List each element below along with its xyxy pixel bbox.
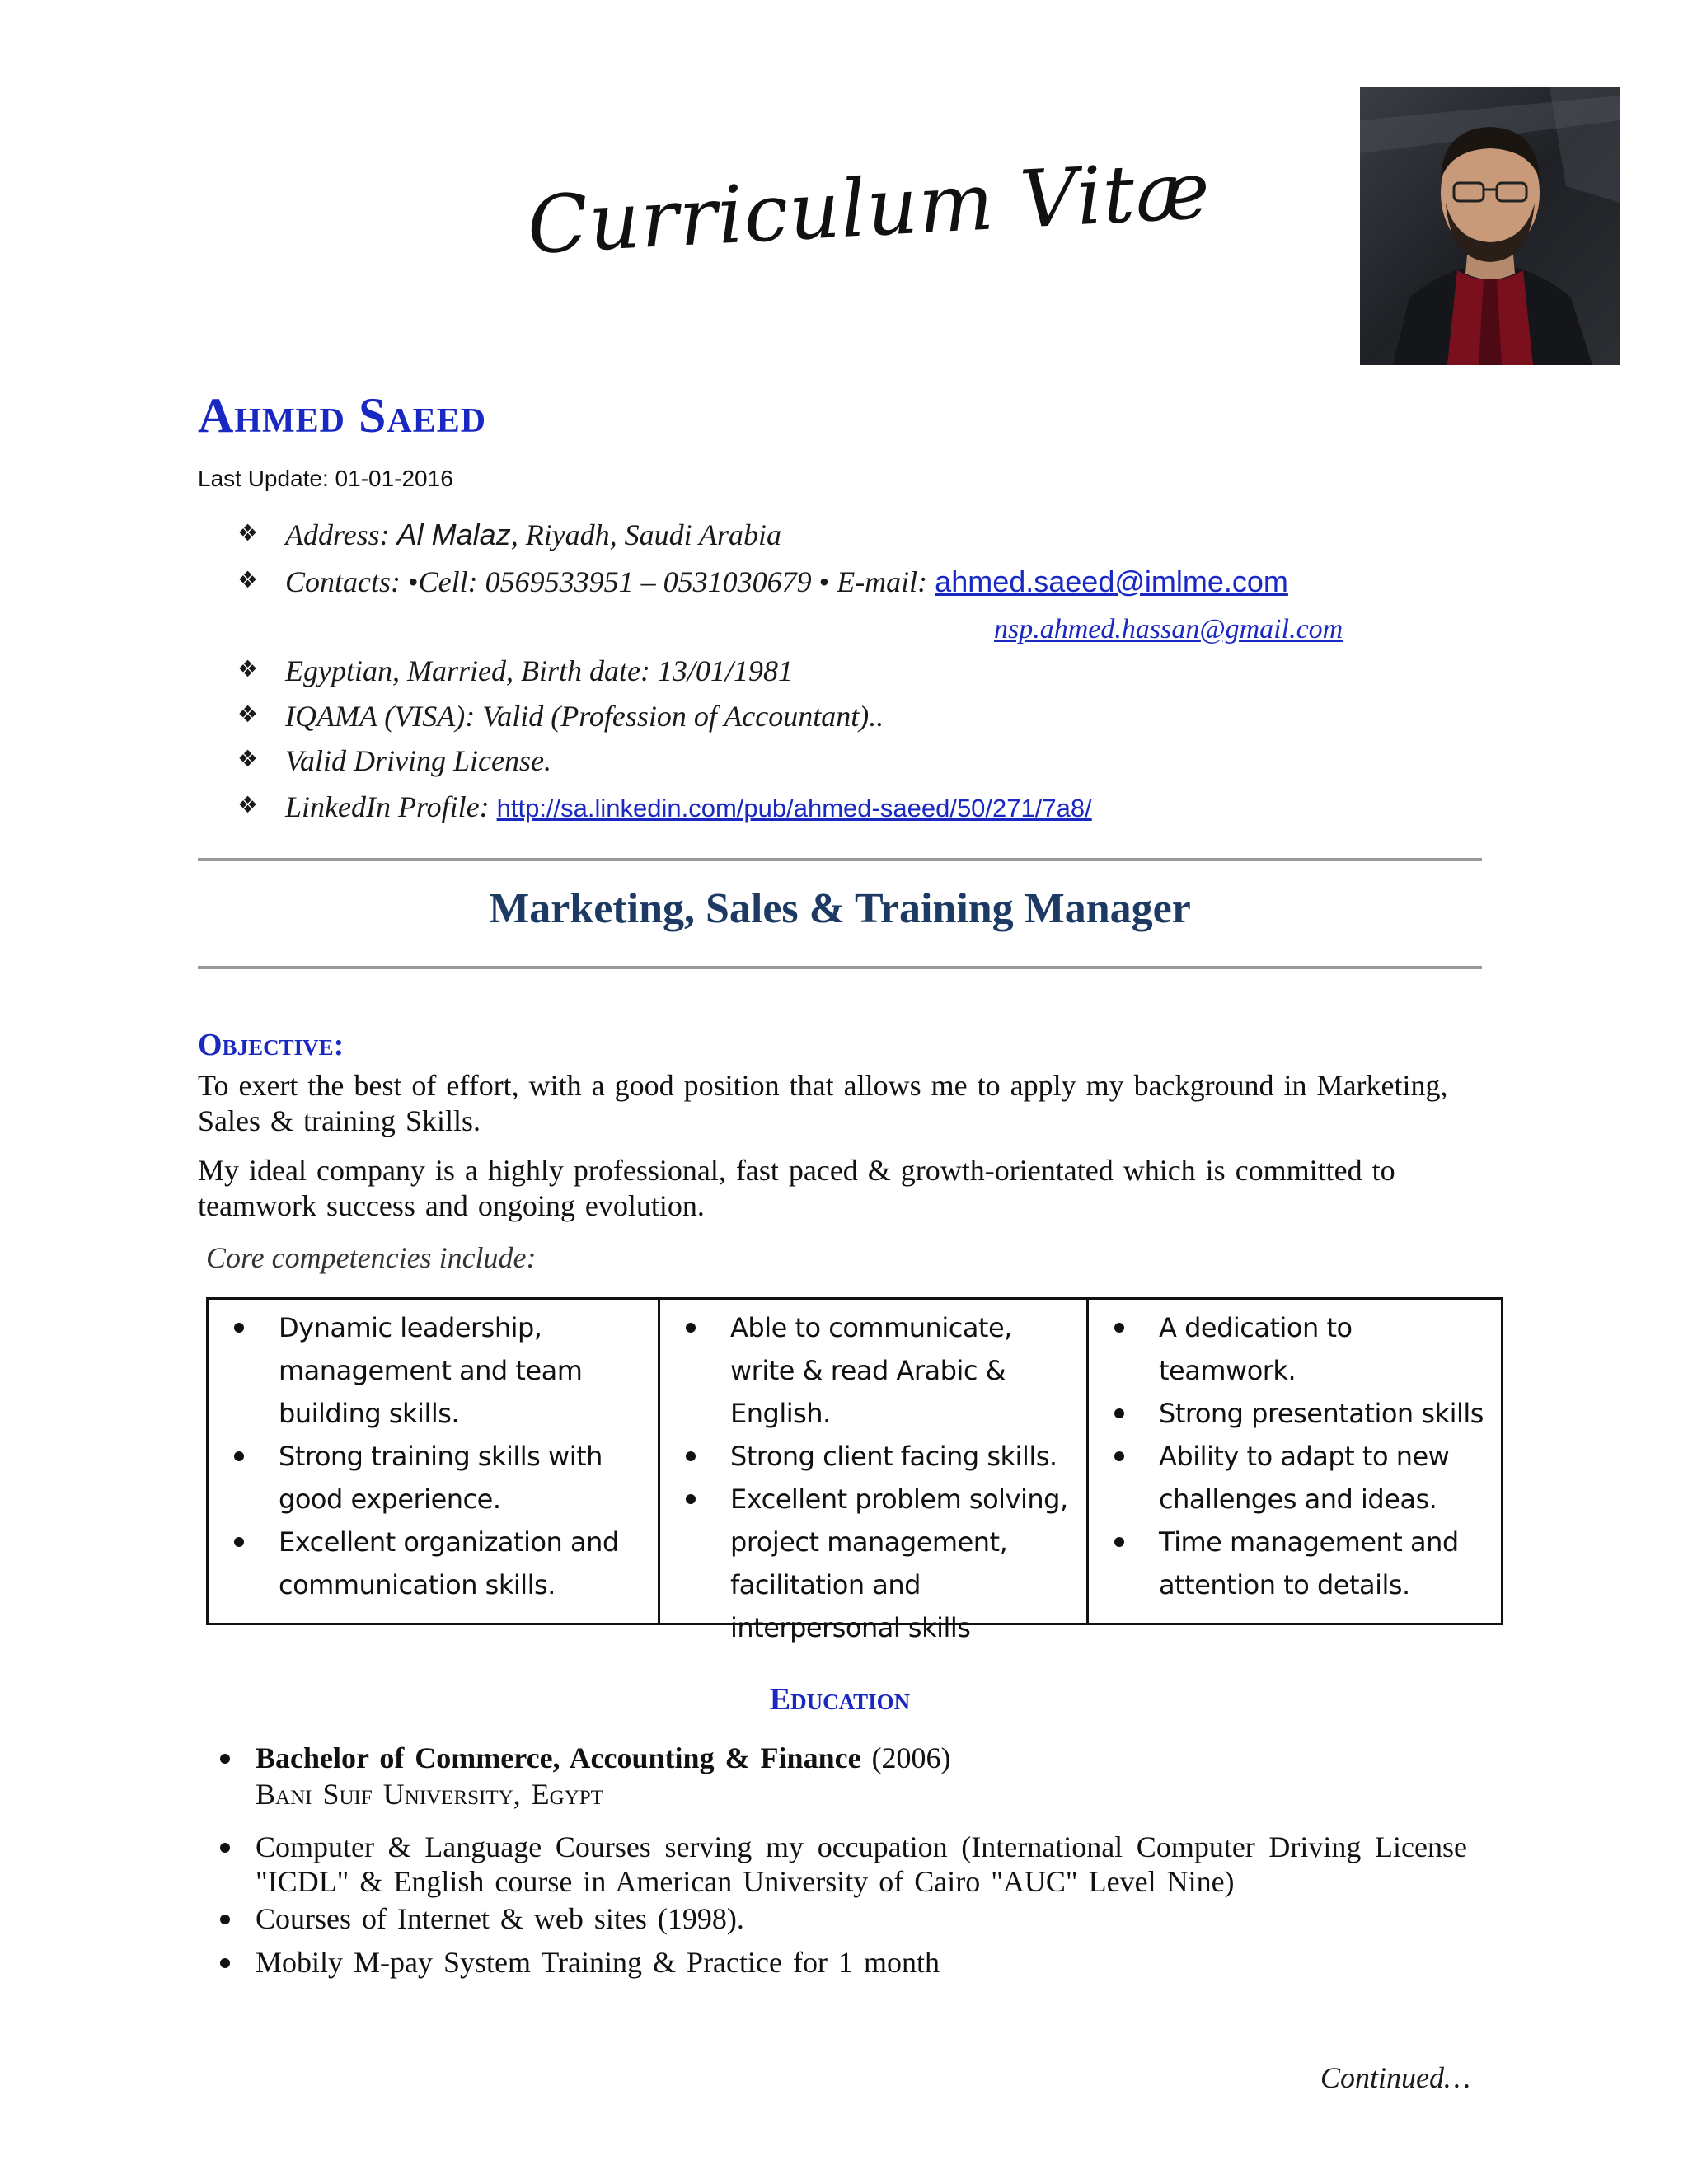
address-label: Address: bbox=[285, 518, 397, 551]
driving-license: Valid Driving License. bbox=[285, 744, 551, 777]
address-rest: , Riyadh, Saudi Arabia bbox=[510, 518, 782, 551]
contacts-label: Contacts: bbox=[285, 565, 408, 598]
list-item: Strong training skills with good experience. bbox=[209, 1435, 658, 1521]
competencies-table bbox=[206, 1297, 1503, 1643]
candidate-name: Ahmed Saeed bbox=[198, 388, 487, 443]
personal-details: Egyptian, Married, Birth date: 13/01/1981 bbox=[285, 654, 793, 687]
divider-top bbox=[198, 858, 1482, 861]
cv-title: Curriculum Vitæ bbox=[525, 143, 1213, 272]
divider-bottom bbox=[198, 966, 1482, 969]
education-heading: Education bbox=[769, 1682, 911, 1717]
cell-numbers: Cell: 0569533951 – 0531030679 bbox=[418, 565, 819, 598]
round-bullet-icon: • bbox=[818, 565, 830, 598]
education-course-2: Courses of Internet & web sites (1998). bbox=[256, 1901, 1467, 1936]
diamond-bullet-icon: ❖ bbox=[237, 566, 259, 593]
linkedin-label: LinkedIn Profile: bbox=[285, 790, 497, 823]
profile-photo-graphic bbox=[1360, 87, 1620, 365]
education-course-1: Computer & Language Courses serving my occupation (International Computer Driving License "ICDL" & English course in American University of Cairo "AUC" Level Nine) bbox=[256, 1830, 1467, 1898]
round-bullet-icon: • bbox=[408, 565, 419, 598]
list-item: Able to communicate, write & read Arabic & English. bbox=[660, 1306, 1089, 1435]
degree-year: (2006) bbox=[860, 1741, 951, 1774]
objective-paragraph-1: To exert the best of effort, with a good position that allows me to apply my background in Marketing, Sales & training Skills. bbox=[198, 1069, 1448, 1137]
address-place: Al Malaz bbox=[396, 518, 511, 551]
diamond-bullet-icon: ❖ bbox=[237, 791, 259, 818]
core-competencies-intro: Core competencies include: bbox=[206, 1241, 537, 1274]
degree-title: Bachelor of Commerce, Accounting & Finance bbox=[256, 1741, 861, 1774]
list-item: Strong client facing skills. bbox=[660, 1435, 1089, 1478]
continued-note: Continued… bbox=[1320, 2061, 1471, 2094]
list-item: Time management and attention to details. bbox=[1089, 1521, 1501, 1606]
list-item: A dedication to teamwork. bbox=[1089, 1306, 1501, 1392]
list-item: Strong presentation skills bbox=[1089, 1392, 1501, 1435]
university-name: Bani Suif University, Egypt bbox=[256, 1778, 603, 1811]
linkedin-link[interactable]: http://sa.linkedin.com/pub/ahmed-saeed/50/271/7a8/ bbox=[496, 794, 1092, 823]
list-item: Excellent problem solving, project management, facilitation and interpersonal skills bbox=[660, 1478, 1089, 1649]
diamond-bullet-icon: ❖ bbox=[237, 745, 259, 772]
profile-photo bbox=[1360, 87, 1620, 365]
education-course-3: Mobily M-pay System Training & Practice for 1 month bbox=[256, 1945, 1467, 1980]
email-link-primary[interactable]: ahmed.saeed@imlme.com bbox=[935, 565, 1288, 598]
competencies-column-1 bbox=[209, 1300, 658, 1623]
list-item: Ability to adapt to new challenges and ideas. bbox=[1089, 1435, 1501, 1521]
email-link-secondary[interactable]: nsp.ahmed.hassan@gmail.com bbox=[994, 614, 1343, 644]
iqama-status: IQAMA (VISA): Valid (Profession of Accountant).. bbox=[285, 700, 884, 733]
list-item: Dynamic leadership, management and team building skills. bbox=[209, 1306, 658, 1435]
competencies-column-2 bbox=[658, 1300, 1089, 1643]
email-label: E-mail: bbox=[829, 565, 935, 598]
diamond-bullet-icon: ❖ bbox=[237, 701, 259, 728]
competencies-column-3 bbox=[1086, 1300, 1501, 1623]
education-degree bbox=[256, 1741, 1467, 1811]
job-headline: Marketing, Sales & Training Manager bbox=[489, 885, 1191, 932]
last-update: Last Update: 01-01-2016 bbox=[198, 466, 453, 491]
list-item: Excellent organization and communication skills. bbox=[209, 1521, 658, 1606]
objective-paragraph-2: My ideal company is a highly professional, fast paced & growth-orientated which is committed to teamwork success and ongoing evolution. bbox=[198, 1154, 1395, 1222]
diamond-bullet-icon: ❖ bbox=[237, 655, 259, 682]
diamond-bullet-icon: ❖ bbox=[237, 519, 259, 546]
objective-heading: Objective: bbox=[198, 1028, 345, 1062]
